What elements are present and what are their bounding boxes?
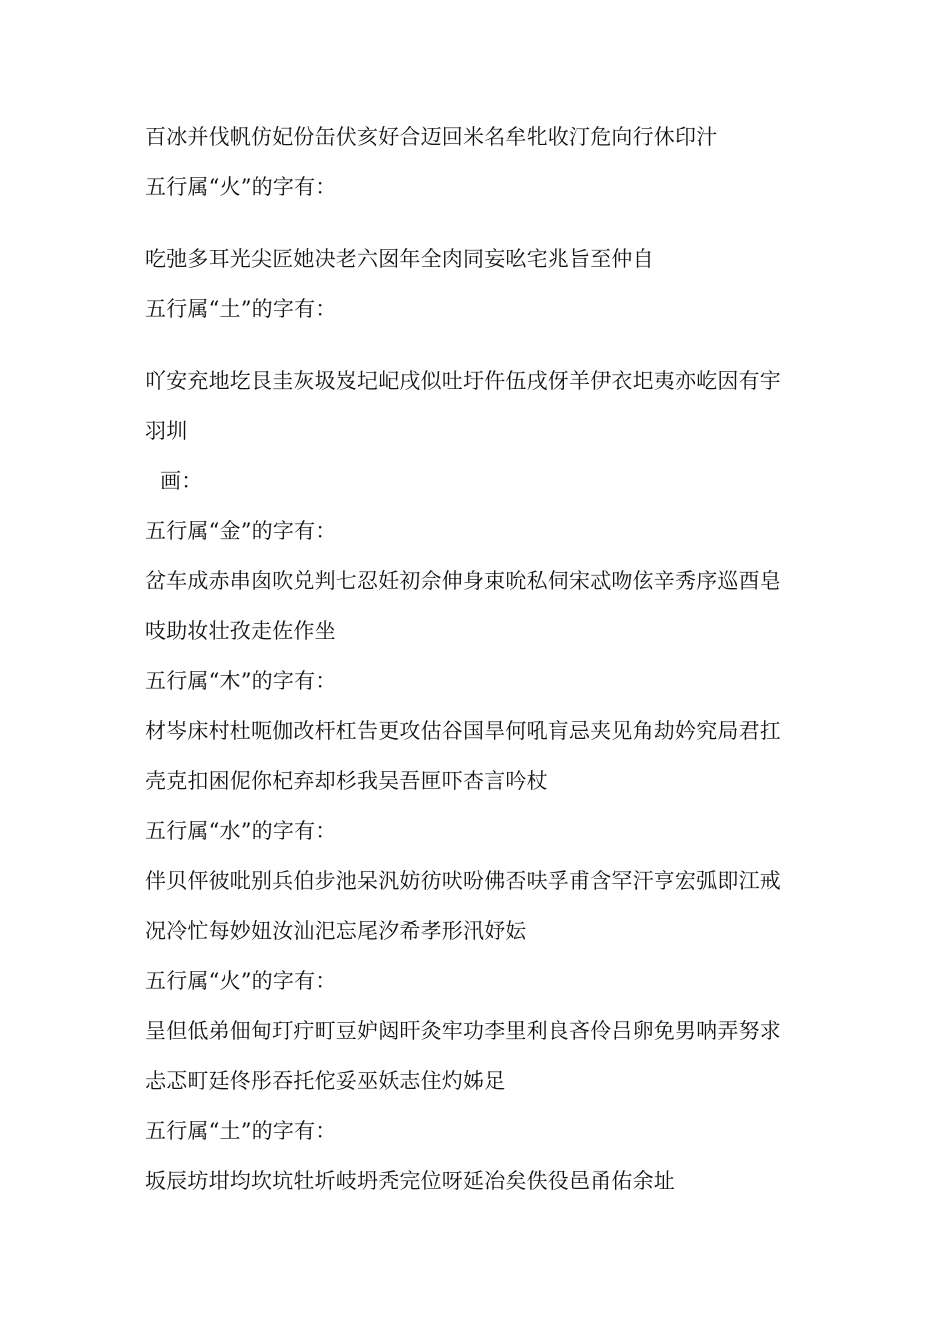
character-list-line: 伴贝伻彼吡别兵伯步池呆汎妨彷吠吩佛否呋孚甫含罕汗亨宏弧即江戒 xyxy=(145,869,781,893)
stroke-count-heading: 画： xyxy=(160,469,203,493)
character-list-line: 羽圳 xyxy=(145,419,188,443)
character-list-line: 况冷忙每妙妞汝汕汜忘尾汐希孝形汛妤妘 xyxy=(145,919,527,943)
character-list-line: 吖安充地圪艮圭灰圾岌圮屺戌似吐圩仵伍戌伢羊伊衣圯夷亦屹因有宇 xyxy=(145,369,781,393)
character-list-line: 岔车成赤串囱吹兑判七忍妊初佘伸身束吮私伺宋忒吻伭辛秀序巡酉皂 xyxy=(145,569,781,593)
section-heading-fire: 五行属“火”的字有： xyxy=(145,175,337,199)
character-list-line: 百冰并伐帆仿妃份缶伏亥好合迈回米名牟牝收汀危向行休印汁 xyxy=(145,125,718,149)
character-list-line: 呈但低弟佃甸玎疔町豆妒闼旰灸牢功李里利良吝伶吕卵免男呐弄努求 xyxy=(145,1019,781,1043)
section-heading-fire: 五行属“火”的字有： xyxy=(145,969,337,993)
section-heading-wood: 五行属“木”的字有： xyxy=(145,669,337,693)
section-heading-metal: 五行属“金”的字有： xyxy=(145,519,337,543)
character-list-line: 壳克扣困伲你杞弃却杉我吴吾匣吓杏言吟杖 xyxy=(145,769,548,793)
section-heading-earth: 五行属“土”的字有： xyxy=(145,297,337,321)
character-list-line: 吃弛多耳光尖匠她决老六囡年全肉同妄吆宅兆旨至仲自 xyxy=(145,247,654,271)
section-heading-water: 五行属“水”的字有： xyxy=(145,819,337,843)
character-list-line: 材岑床村杜呃伽改杆杠告更攻估谷国旱何吼肓忌夹见角劫妗究局君扛 xyxy=(145,719,781,743)
character-list-line: 吱助妆壮孜走佐作坐 xyxy=(145,619,336,643)
character-list-line: 坂辰坊坩均坎坑牡圻岐坍秃完位呀延冶矣佚役邑甬佑余址 xyxy=(145,1169,675,1193)
section-heading-earth: 五行属“土”的字有： xyxy=(145,1119,337,1143)
character-list-line: 忐忑町廷佟彤吞托佗妥巫妖志住灼姊足 xyxy=(145,1069,506,1093)
